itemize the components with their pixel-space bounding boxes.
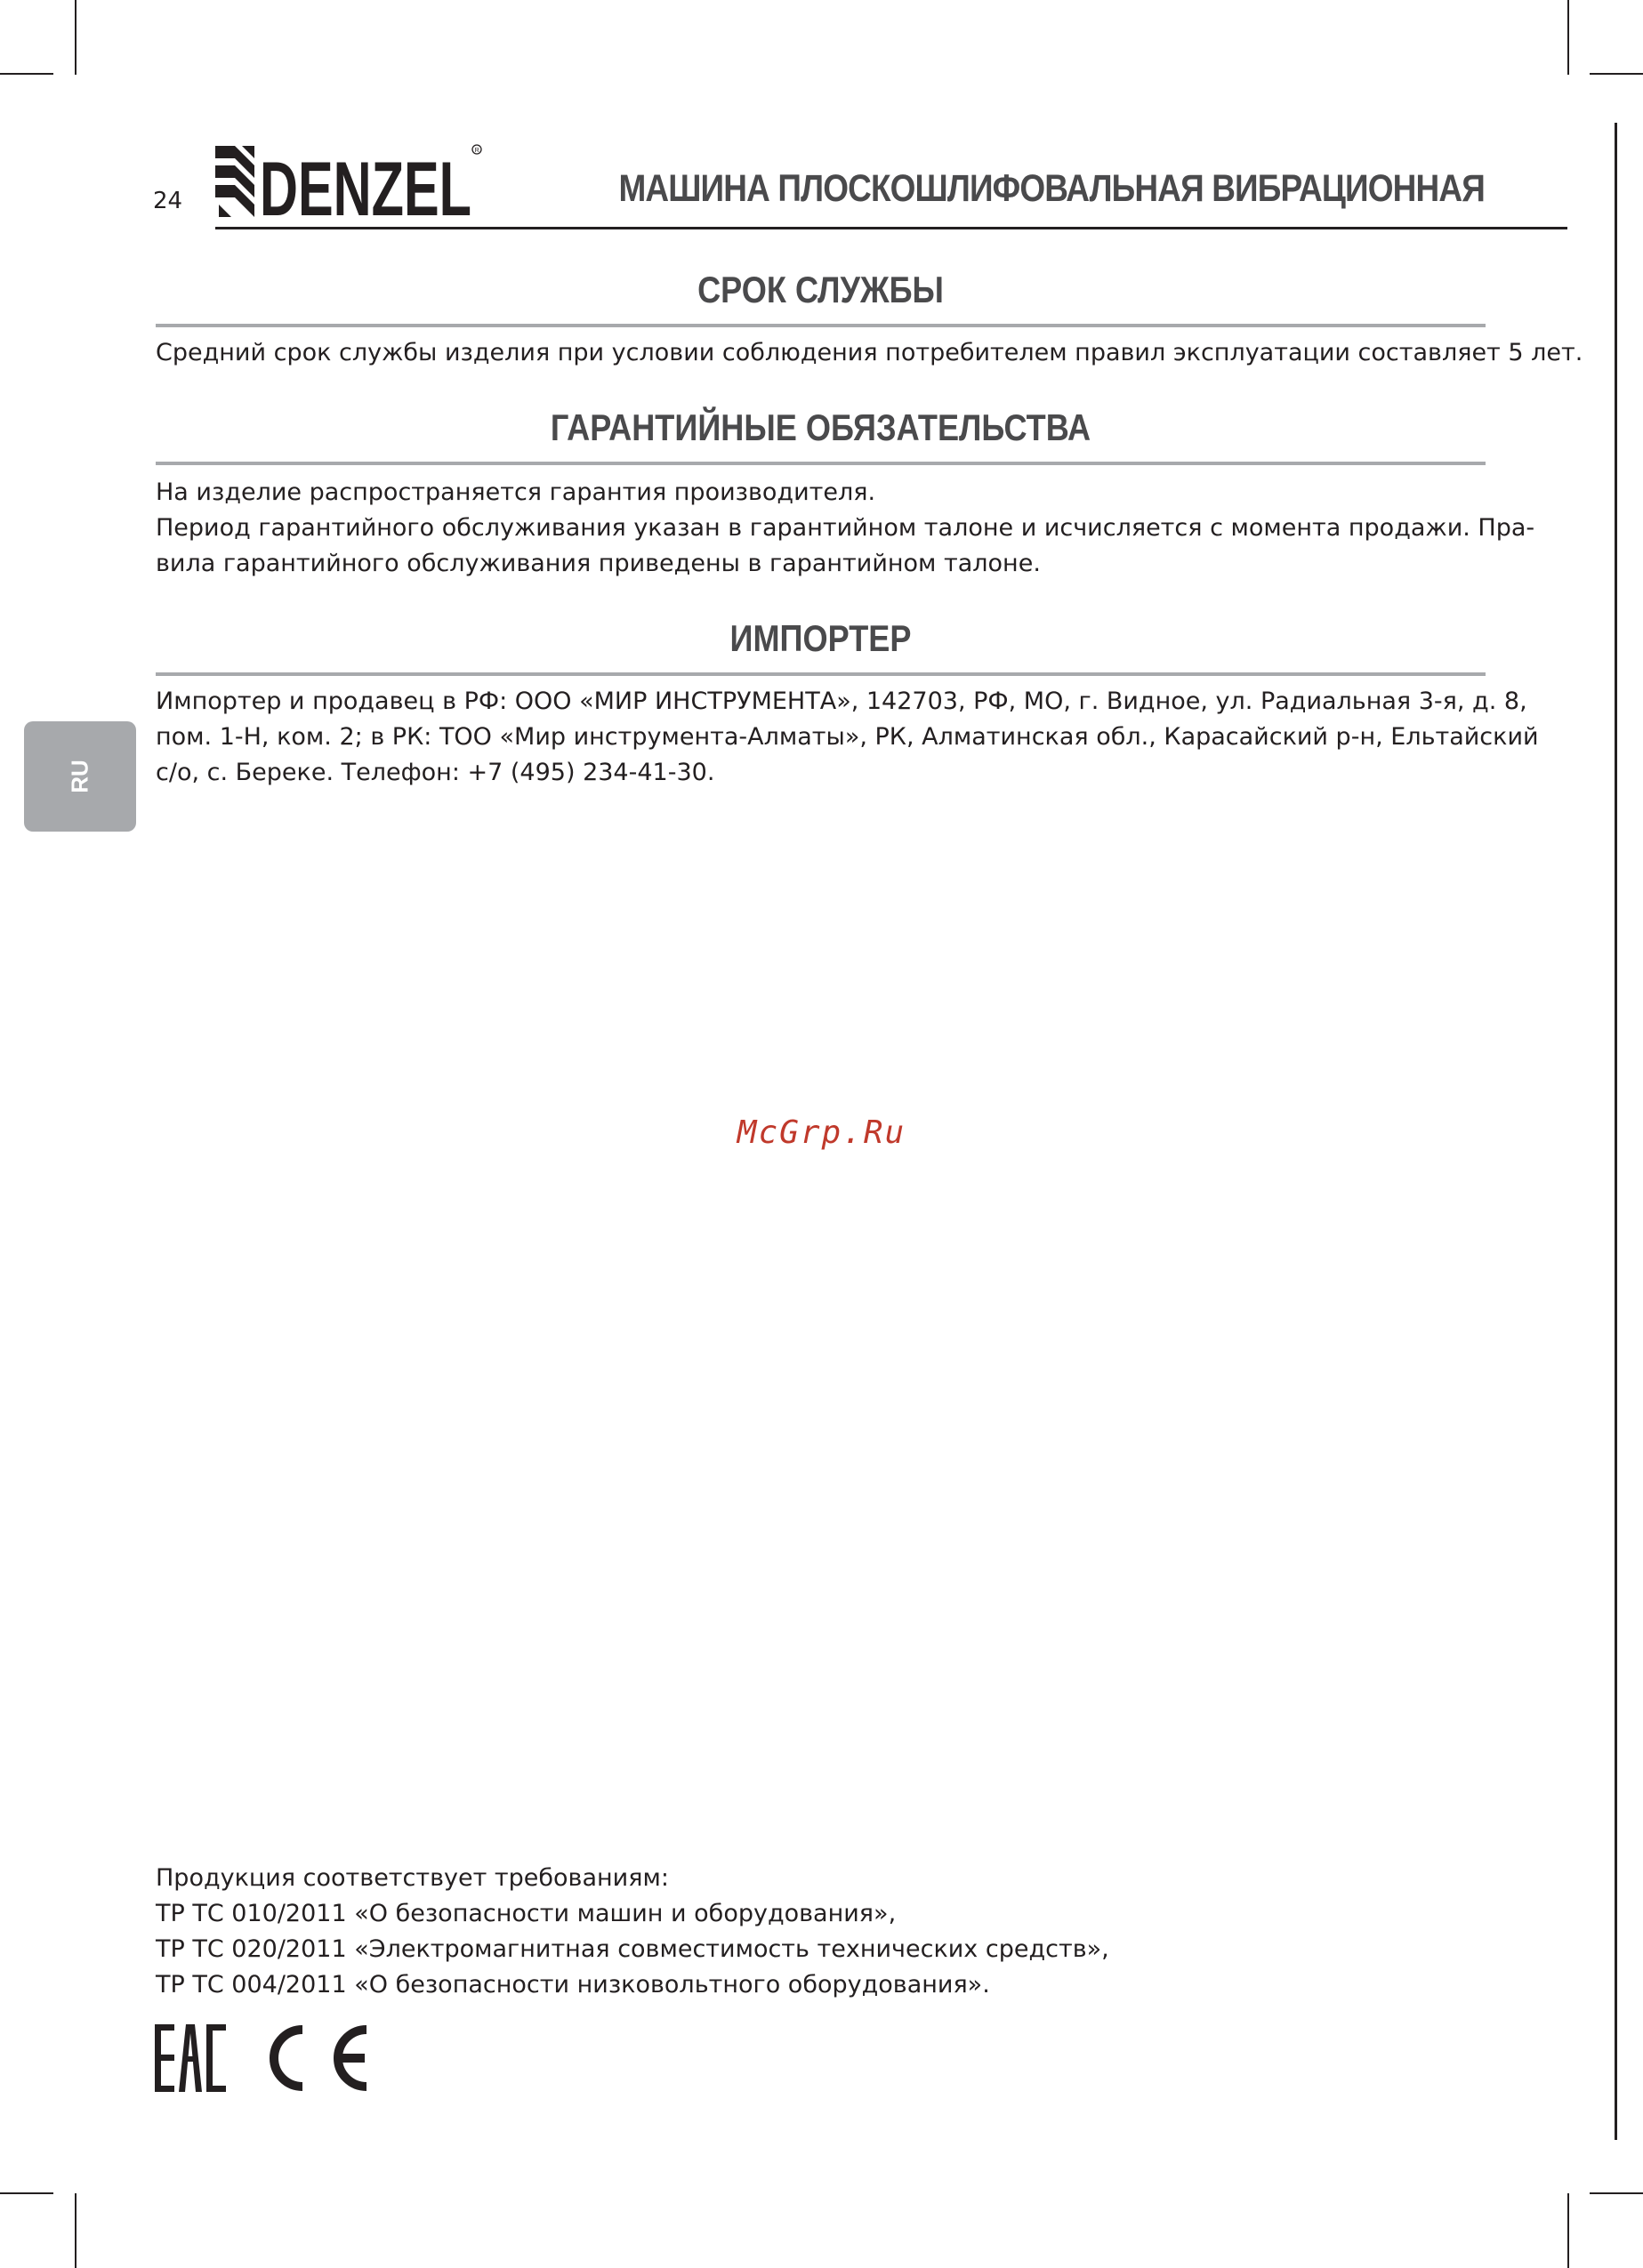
eac-mark-icon — [155, 2024, 226, 2092]
language-tab — [24, 721, 136, 832]
denzel-emblem-icon — [215, 146, 254, 217]
section-heading-warranty: ГАРАНТИЙНЫЕ ОБЯЗАТЕЛЬСТВА — [550, 406, 1091, 448]
paragraph-line: с/о, с. Береке. Телефон: +7 (495) 234-41-30. — [156, 759, 715, 786]
paragraph-line: Период гарантийного обслуживания указан в гарантийном талоне и исчисляется с момента продажи. Пра- — [156, 514, 1535, 542]
watermark: McGrp.Ru — [737, 1114, 906, 1151]
brand-wordmark: DENZEL — [260, 147, 471, 222]
crop-mark-bottom-right-h — [1590, 2192, 1643, 2194]
service-life-text — [156, 335, 1583, 371]
svg-text:R: R — [474, 148, 479, 154]
crop-mark-top-left-h — [0, 73, 53, 75]
document-title: МАШИНА ПЛОСКОШЛИФОВАЛЬНАЯ ВИБРАЦИОННАЯ — [618, 167, 1485, 210]
section-heading-service-life: СРОК СЛУЖБЫ — [697, 269, 944, 310]
crop-mark-bottom-left-h — [0, 2192, 53, 2194]
section-rule-importer — [156, 672, 1486, 676]
crop-mark-bottom-left — [75, 2193, 77, 2268]
compliance-line: Продукция соответствует требованиям: — [156, 1864, 669, 1892]
crop-mark-top-right-h — [1590, 73, 1643, 75]
paragraph-line: вила гарантийного обслуживания приведены в гарантийном талоне. — [156, 550, 1041, 577]
section-rule-service-life — [156, 324, 1486, 327]
certification-marks — [155, 2023, 377, 2094]
importer-text — [156, 684, 1539, 791]
paragraph-line: Импортер и продавец в РФ: ООО «МИР ИНСТРУМЕНТА», 142703, РФ, МО, г. Видное, ул. Радиальная 3-я, д. 8, — [156, 688, 1527, 715]
page-number: 24 — [153, 188, 183, 214]
crop-mark-bottom-right — [1567, 2193, 1569, 2268]
compliance-line: ТР ТС 010/2011 «О безопасности машин и оборудования», — [156, 1900, 897, 1927]
header-rule — [215, 227, 1567, 229]
compliance-line: ТР ТС 020/2011 «Электромагнитная совместимость технических средств», — [156, 1935, 1109, 1963]
ce-mark-icon — [274, 2030, 366, 2087]
crop-mark-top-right — [1567, 0, 1569, 75]
warranty-text — [156, 475, 1535, 582]
section-heading-importer: ИМПОРТЕР — [729, 617, 912, 659]
paragraph-line: На изделие распространяется гарантия производителя. — [156, 479, 876, 506]
crop-mark-top-left — [75, 0, 77, 75]
denzel-logo — [215, 142, 484, 222]
language-tab-label: RU — [66, 760, 93, 793]
paragraph-line: Средний срок службы изделия при условии соблюдения потребителем правил эксплуатации составляет 5 лет. — [156, 339, 1583, 366]
paragraph-line: пом. 1-Н, ком. 2; в РК: ТОО «Мир инструмента-Алматы», РК, Алматинская обл., Карасайский р-н, Ельтайский — [156, 723, 1539, 751]
compliance-text — [156, 1861, 1109, 2003]
compliance-line: ТР ТС 004/2011 «О безопасности низковольтного оборудования». — [156, 1971, 990, 1999]
section-rule-warranty — [156, 462, 1486, 465]
